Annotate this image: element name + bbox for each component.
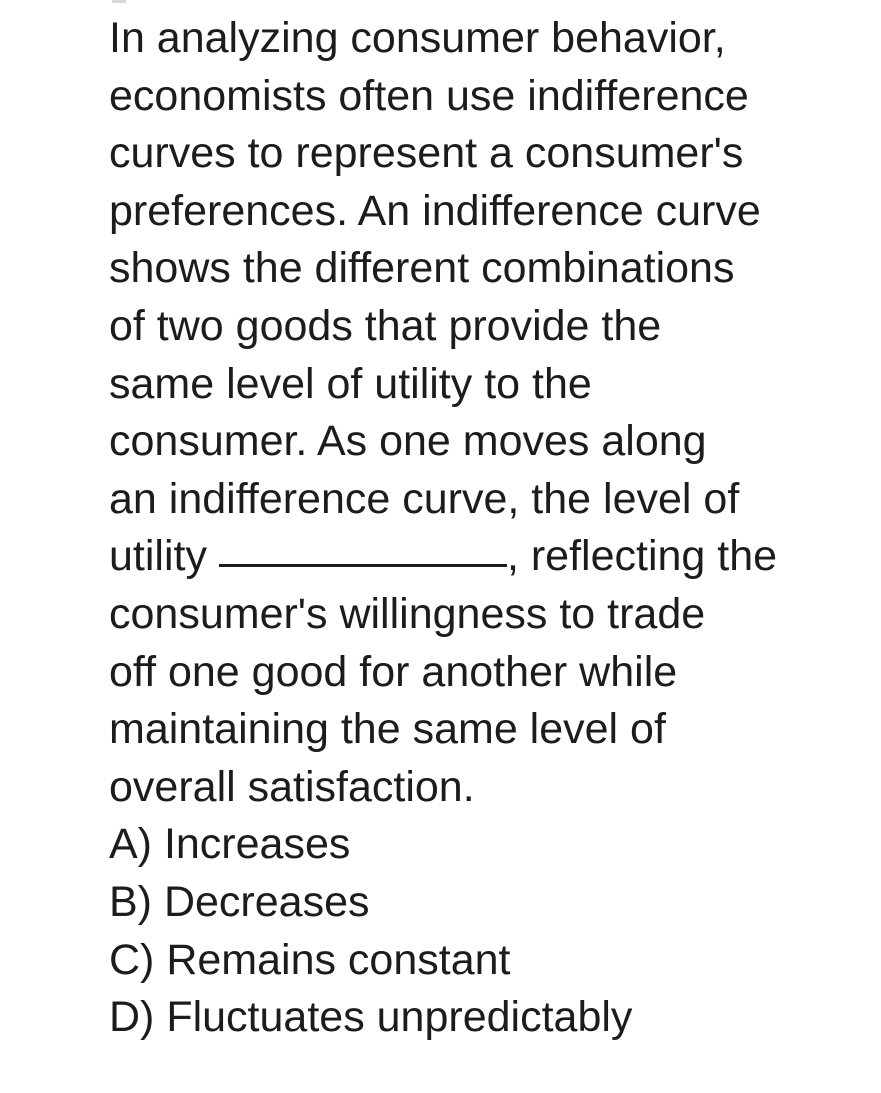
question-text <box>109 10 869 1047</box>
question-line-with-blank <box>109 528 869 586</box>
option-c: C) Remains constant <box>109 935 511 984</box>
option-d: D) Fluctuates unpredictably <box>109 993 633 1042</box>
option-a: A) Increases <box>109 820 351 869</box>
question-line: an indifference curve, the level of <box>109 474 740 523</box>
question-line: shows the different combinations <box>109 244 735 293</box>
question-line: maintaining the same level of <box>109 705 666 754</box>
question-line: consumer's willingness to trade <box>109 589 706 638</box>
cropped-text-fragment <box>112 0 126 3</box>
question-line: consumer. As one moves along <box>109 417 707 466</box>
question-line: In analyzing consumer behavior, <box>109 14 726 62</box>
question-line: economists often use indifference <box>109 71 749 120</box>
question-line: curves to represent a consumer's <box>109 129 744 178</box>
question-line: same level of utility to the <box>109 359 592 408</box>
fill-in-blank <box>219 564 507 567</box>
question-line: overall satisfaction. <box>109 762 475 811</box>
option-b: B) Decreases <box>109 877 370 926</box>
question-line: off one good for another while <box>109 647 678 696</box>
question-line: of two goods that provide the <box>109 301 662 350</box>
blank-suffix: , reflecting the <box>506 532 778 581</box>
blank-prefix: utility <box>109 532 207 581</box>
question-line: preferences. An indifference curve <box>109 186 761 235</box>
